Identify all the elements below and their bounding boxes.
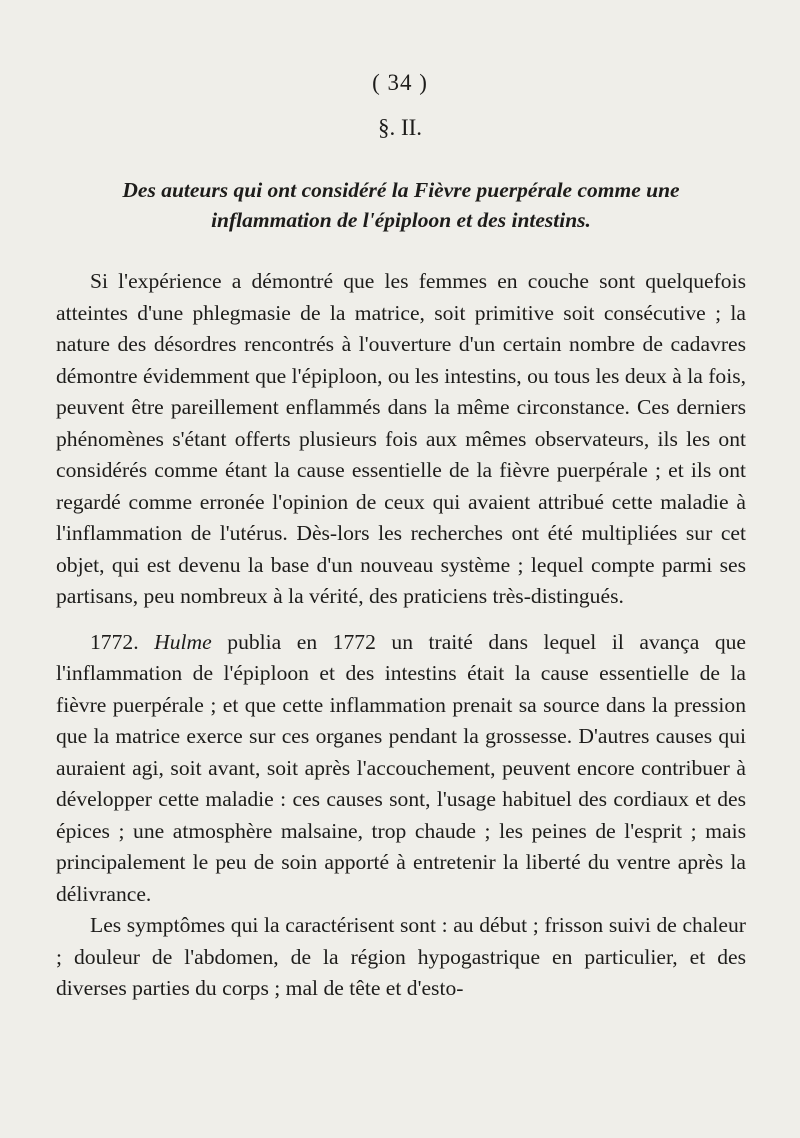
section-heading-line-2: inflammation de l'épiploon et des intestins. — [211, 208, 591, 232]
paragraph-2-year: 1772. — [90, 629, 139, 654]
paragraph-2-text: publia en 1772 un traité dans lequel il avança que l'inflammation de l'épiploon et des intestins était la cause essentielle de la fièvre puerpérale ; et que cette inflammation prenait sa source dans la pression que la matrice exerce sur ces organes pendant la grossesse. D'autres causes qui auraient agi, soit avant, soit après l'accouchement, peuvent encore contribuer à développer cette maladie : ces causes sont, l'usage habituel des cordiaux et des épices ; une atmosphère malsaine, trop chaude ; les peines de l'esprit ; mais principalement le peu de soin apporté à entretenir la liberté du ventre après la délivrance. — [56, 629, 747, 906]
section-heading — [56, 175, 746, 235]
author-name: Hulme — [154, 629, 212, 654]
page-number: ( 34 ) — [372, 70, 428, 95]
section-heading-line-1: Des auteurs qui ont considéré la Fièvre puerpérale comme une — [122, 178, 680, 202]
paragraph-3: Les symptômes qui la caractérisent sont : au début ; frisson suivi de chaleur ; douleur de l'abdomen, de la région hypogastrique en particulier, et des diverses parties du corps ; mal de tête et d'esto- — [56, 913, 746, 1000]
paragraph-1: Si l'expérience a démontré que les femmes en couche sont quelquefois atteintes d'une phlegmasie de la matrice, soit primitive soit consécutive ; la nature des désordres rencontrés à l'ouverture d'un certain nombre de cadavres démontre évidemment que l'épiploon, ou les intestins, ou tous les deux à la fois, peuvent être pareillement enflammés dans la même circonstance. Ces derniers phénomènes s'étant offerts plusieurs fois aux mêmes observateurs, ils les ont considérés comme étant la cause essentielle de la fièvre puerpérale ; et ils ont regardé comme erronée l'opinion de ceux qui avaient attribué cette maladie à l'inflammation de l'utérus. Dès-lors les recherches ont été multipliées sur cet objet, qui est devenu la base d'un nouveau système ; lequel compte parmi ses partisans, peu nombreux à la vérité, des praticiens très-distingués. — [56, 269, 746, 608]
page-body — [56, 266, 746, 1005]
section-number: §. II. — [377, 115, 423, 140]
paragraph-2 — [56, 627, 746, 911]
